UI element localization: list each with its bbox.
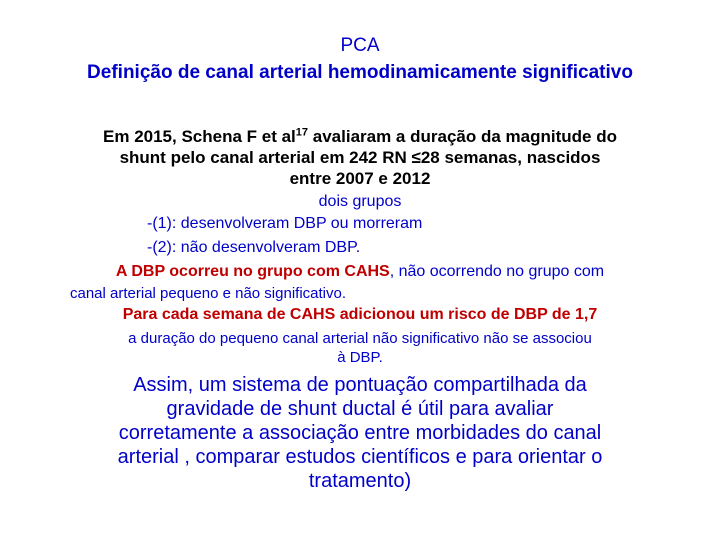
intro-text-b: avaliaram a duração da magnitude do: [308, 127, 617, 146]
finding-1-line-2: canal arterial pequeno e não significativo.: [70, 285, 347, 302]
finding-1-line-1: [0, 263, 720, 281]
intro-text-a: Em 2015, Schena F et al: [103, 127, 296, 146]
intro-line-2: shunt pelo canal arterial em 242 RN ≤28 semanas, nascidos: [119, 148, 601, 167]
title-line-1: PCA: [340, 35, 380, 56]
groups-heading: dois grupos: [318, 193, 402, 210]
finding-1-rest: , não ocorrendo no grupo com: [389, 263, 605, 280]
conclusion-line-2: gravidade de shunt ductal é útil para avaliar: [166, 398, 554, 420]
conclusion-line-5: tratamento): [308, 470, 412, 492]
group-1: -(1): desenvolveram DBP ou morreram: [147, 215, 423, 232]
finding-2: Para cada semana de CAHS adicionou um risco de DBP de 1,7: [122, 306, 598, 323]
conclusion-line-4: arterial , comparar estudos científicos e para orientar o: [117, 446, 603, 468]
conclusion-line-3: corretamente a associação entre morbidades do canal: [118, 422, 602, 444]
intro-line-3: entre 2007 e 2012: [289, 169, 431, 188]
intro-line-1: [0, 127, 720, 147]
finding-1-highlight: A DBP ocorreu no grupo com CAHS: [115, 263, 390, 280]
group-2: -(2): não desenvolveram DBP.: [147, 239, 361, 256]
title-line-2: Definição de canal arterial hemodinamicamente significativo: [87, 62, 633, 83]
conclusion-line-1: Assim, um sistema de pontuação compartilhada da: [133, 374, 587, 396]
finding-3-line-1: a duração do pequeno canal arterial não significativo não se associou: [128, 330, 592, 347]
citation-superscript: 17: [295, 126, 309, 139]
finding-3-line-2: à DBP.: [337, 349, 383, 366]
